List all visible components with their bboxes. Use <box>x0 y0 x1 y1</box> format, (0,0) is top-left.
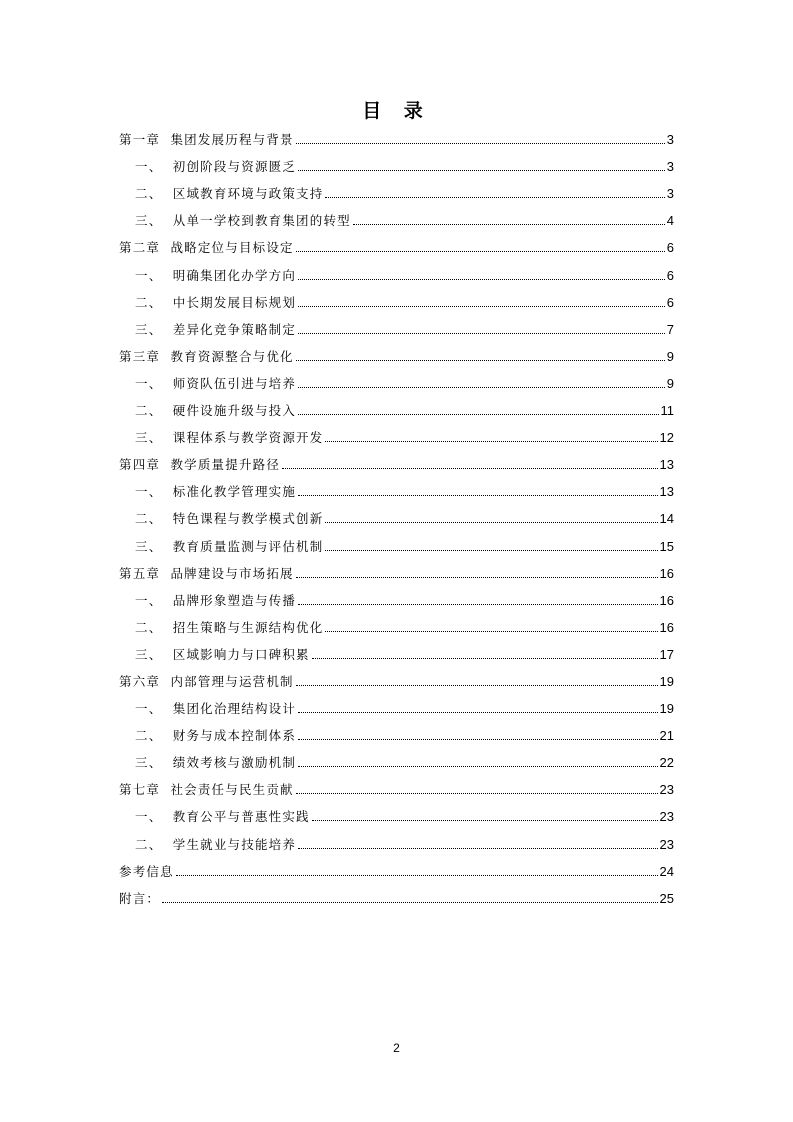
dot-leader <box>296 143 665 144</box>
dot-leader <box>162 902 657 903</box>
toc-section-entry[interactable] <box>119 473 674 500</box>
toc-entry-page-number: 3 <box>666 159 674 175</box>
toc-section-entry[interactable] <box>119 284 674 311</box>
toc-entry-label: 一、 品牌形象塑造与传播 <box>135 592 297 608</box>
dot-leader <box>296 251 665 252</box>
toc-entry-label: 三、 课程体系与教学资源开发 <box>135 430 324 446</box>
toc-entry-page-number: 23 <box>659 782 674 798</box>
toc-entry-label: 二、 学生就业与技能培养 <box>135 836 297 852</box>
toc-section-entry[interactable] <box>119 690 674 717</box>
toc-section-entry[interactable] <box>119 202 674 229</box>
dot-leader <box>298 414 658 415</box>
toc-entry-page-number: 16 <box>659 592 674 608</box>
dot-leader <box>298 279 665 280</box>
toc-section-entry[interactable] <box>119 717 674 744</box>
toc-chapter-entry[interactable] <box>119 555 674 582</box>
dot-leader <box>296 577 658 578</box>
toc-section-entry[interactable] <box>119 256 674 283</box>
toc-entry-page-number: 13 <box>659 457 674 473</box>
toc-entry-label: 一、 教育公平与普惠性实践 <box>135 809 310 825</box>
toc-entry-label: 二、 区域教育环境与政策支持 <box>135 186 324 202</box>
toc-entry-page-number: 6 <box>666 240 674 256</box>
toc-chapter-entry[interactable] <box>119 121 674 148</box>
toc-entry-page-number: 19 <box>659 673 674 689</box>
toc-section-entry[interactable] <box>119 825 674 852</box>
toc-section-entry[interactable] <box>119 419 674 446</box>
dot-leader <box>325 197 664 198</box>
toc-entry-label: 二、 硬件设施升级与投入 <box>135 403 297 419</box>
dot-leader <box>176 875 658 876</box>
toc-chapter-entry[interactable] <box>119 771 674 798</box>
toc-section-entry[interactable] <box>119 148 674 175</box>
toc-chapter-entry[interactable] <box>119 338 674 365</box>
toc-entry-page-number: 22 <box>659 755 674 771</box>
toc-entry-label: 二、 中长期发展目标规划 <box>135 294 297 310</box>
toc-section-entry[interactable] <box>119 365 674 392</box>
toc-chapter-entry[interactable] <box>119 663 674 690</box>
toc-entry-page-number: 24 <box>659 863 674 879</box>
toc-entry-page-number: 4 <box>666 213 674 229</box>
dot-leader <box>298 170 665 171</box>
toc-entry-page-number: 25 <box>659 890 674 906</box>
toc-entry-page-number: 6 <box>666 294 674 310</box>
table-of-contents <box>119 121 674 907</box>
toc-entry-label: 三、 差异化竞争策略制定 <box>135 321 297 337</box>
toc-section-entry[interactable] <box>119 527 674 554</box>
toc-entry-label: 第一章 集团发展历程与背景 <box>119 132 294 148</box>
dot-leader <box>353 224 665 225</box>
toc-entry-label: 三、 从单一学校到教育集团的转型 <box>135 213 351 229</box>
dot-leader <box>296 685 658 686</box>
toc-entry-page-number: 23 <box>659 809 674 825</box>
dot-leader <box>298 712 657 713</box>
toc-section-entry[interactable] <box>119 582 674 609</box>
toc-entry-page-number: 12 <box>659 430 674 446</box>
toc-entry-page-number: 19 <box>659 701 674 717</box>
toc-entry-page-number: 9 <box>666 348 674 364</box>
toc-entry-label: 第三章 教育资源整合与优化 <box>119 348 294 364</box>
dot-leader <box>298 848 657 849</box>
dot-leader <box>325 631 657 632</box>
toc-chapter-entry[interactable] <box>119 880 674 907</box>
toc-entry-page-number: 11 <box>660 403 674 419</box>
toc-entry-label: 附言： <box>119 890 161 906</box>
toc-entry-page-number: 15 <box>659 538 674 554</box>
dot-leader <box>282 468 657 469</box>
toc-entry-page-number: 3 <box>666 186 674 202</box>
toc-entry-label: 三、 区域影响力与口碑积累 <box>135 646 310 662</box>
toc-entry-page-number: 21 <box>659 728 674 744</box>
toc-entry-label: 一、 集团化治理结构设计 <box>135 701 297 717</box>
toc-entry-label: 一、 标准化教学管理实施 <box>135 484 297 500</box>
toc-entry-label: 三、 绩效考核与激励机制 <box>135 755 297 771</box>
dot-leader <box>296 793 658 794</box>
toc-section-entry[interactable] <box>119 500 674 527</box>
dot-leader <box>298 387 665 388</box>
toc-chapter-entry[interactable] <box>119 446 674 473</box>
toc-entry-label: 二、 财务与成本控制体系 <box>135 728 297 744</box>
toc-entry-page-number: 23 <box>659 836 674 852</box>
page-number: 2 <box>393 1041 400 1055</box>
toc-entry-page-number: 3 <box>666 132 674 148</box>
toc-section-entry[interactable] <box>119 798 674 825</box>
toc-entry-label: 第六章 内部管理与运营机制 <box>119 673 294 689</box>
dot-leader <box>312 820 658 821</box>
toc-entry-page-number: 7 <box>666 321 674 337</box>
toc-entry-page-number: 17 <box>659 646 674 662</box>
toc-section-entry[interactable] <box>119 744 674 771</box>
dot-leader <box>325 522 657 523</box>
toc-entry-label: 第二章 战略定位与目标设定 <box>119 240 294 256</box>
toc-entry-label: 一、 明确集团化办学方向 <box>135 267 297 283</box>
dot-leader <box>325 441 657 442</box>
toc-entry-label: 二、 招生策略与生源结构优化 <box>135 619 324 635</box>
toc-entry-label: 第七章 社会责任与民生贡献 <box>119 782 294 798</box>
toc-entry-page-number: 9 <box>666 375 674 391</box>
toc-entry-page-number: 6 <box>666 267 674 283</box>
toc-entry-label: 一、 师资队伍引进与培养 <box>135 375 297 391</box>
dot-leader <box>296 360 665 361</box>
dot-leader <box>298 306 665 307</box>
toc-chapter-entry[interactable] <box>119 229 674 256</box>
toc-entry-page-number: 13 <box>659 484 674 500</box>
toc-section-entry[interactable] <box>119 609 674 636</box>
toc-entry-label: 第四章 教学质量提升路径 <box>119 457 281 473</box>
toc-section-entry[interactable] <box>119 175 674 202</box>
dot-leader <box>298 739 657 740</box>
dot-leader <box>298 604 657 605</box>
dot-leader <box>298 766 657 767</box>
toc-entry-page-number: 14 <box>659 511 674 527</box>
toc-entry-label: 参考信息 <box>119 863 174 879</box>
dot-leader <box>325 550 657 551</box>
toc-entry-label: 一、 初创阶段与资源匮乏 <box>135 159 297 175</box>
dot-leader <box>298 495 657 496</box>
toc-title: 目 录 <box>362 100 431 122</box>
toc-section-entry[interactable] <box>119 636 674 663</box>
toc-entry-page-number: 16 <box>659 565 674 581</box>
toc-entry-page-number: 16 <box>659 619 674 635</box>
toc-entry-label: 三、 教育质量监测与评估机制 <box>135 538 324 554</box>
toc-entry-label: 二、 特色课程与教学模式创新 <box>135 511 324 527</box>
dot-leader <box>312 658 658 659</box>
dot-leader <box>298 333 665 334</box>
toc-chapter-entry[interactable] <box>119 853 674 880</box>
toc-entry-label: 第五章 品牌建设与市场拓展 <box>119 565 294 581</box>
toc-section-entry[interactable] <box>119 392 674 419</box>
toc-section-entry[interactable] <box>119 311 674 338</box>
